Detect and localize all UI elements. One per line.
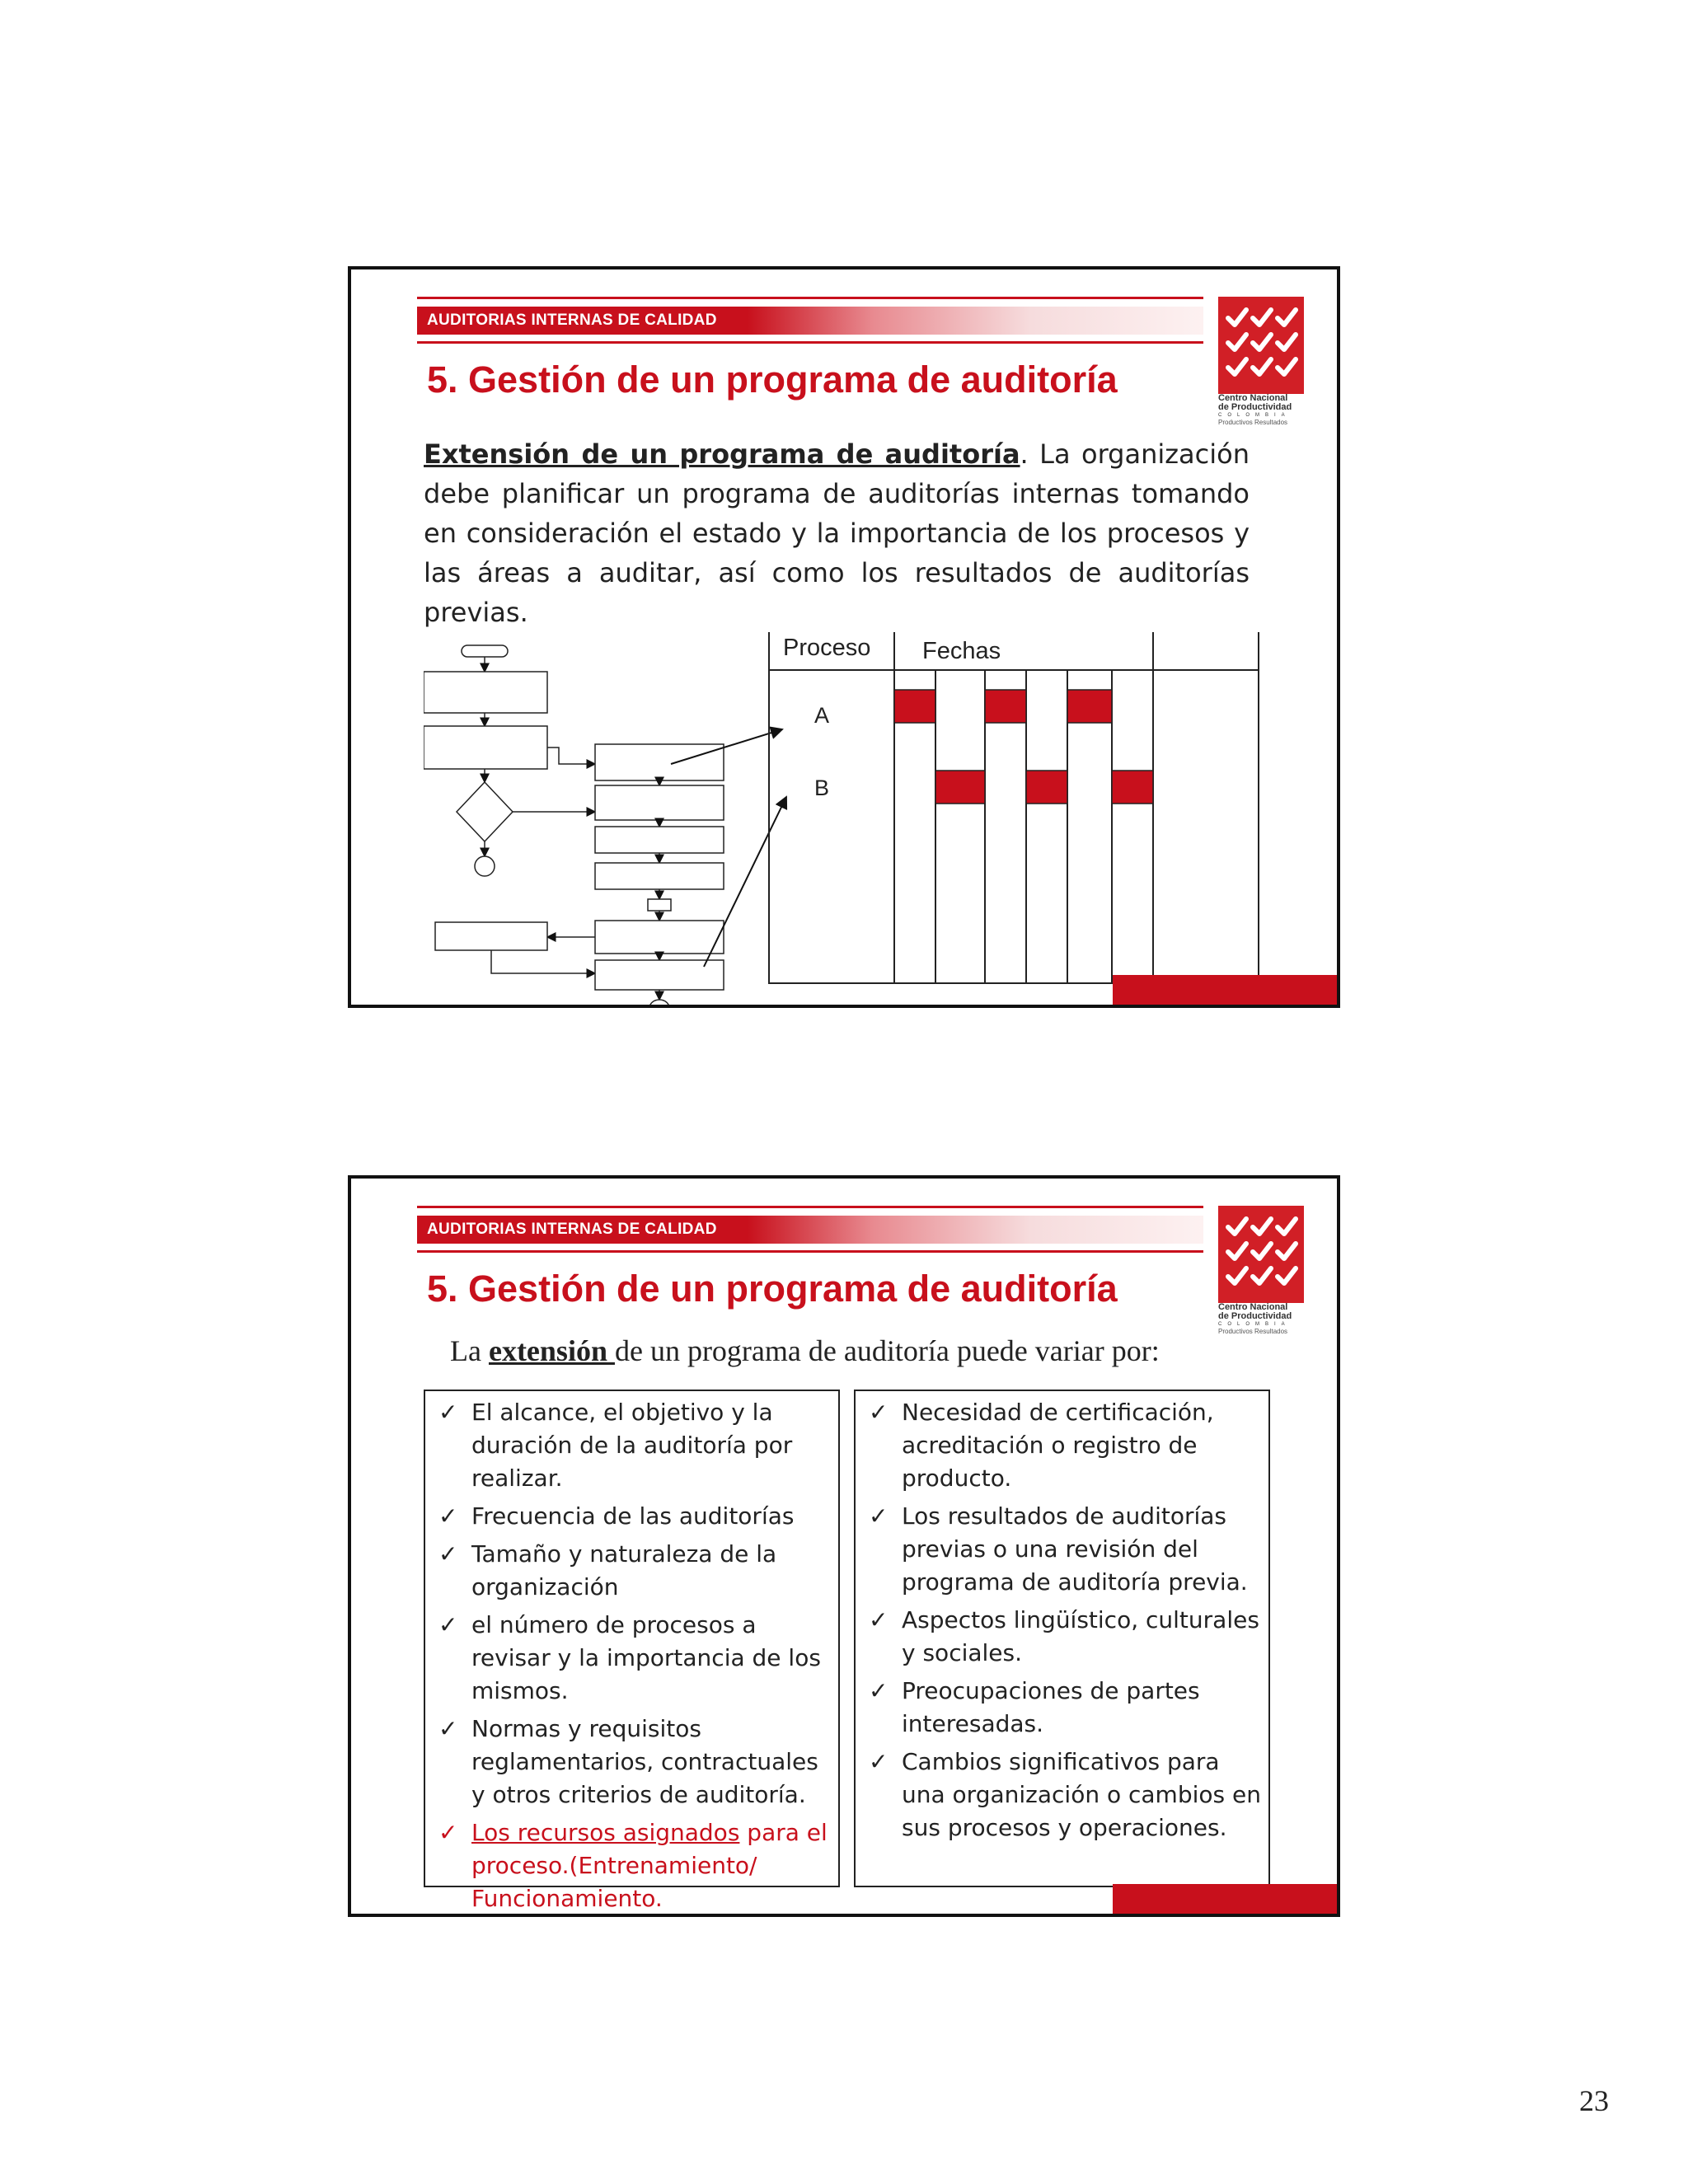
col-process-label: Proceso [783,635,871,661]
bar-a [894,690,935,723]
col-dates-label: Fechas [922,638,1001,664]
right-criteria-box [854,1390,1270,1887]
logo-name-line1: Centro Nacional [1218,1302,1288,1312]
header-rule-top [417,297,1203,299]
schedule-table [769,632,1259,983]
list-item: ✓ Los resultados de auditorías previas o una revisión del programa de auditoría previa. [862,1500,1264,1599]
list-item: ✓ Normas y requisitos reglamentarios, contractuales y otros criterios de auditoría. [432,1713,833,1811]
check-icon: ✓ [869,1748,889,1775]
bar-a [1067,690,1112,723]
lead-sentence [450,1333,1160,1368]
list-item: ✓ el número de procesos a revisar y la importancia de los mismos. [432,1609,833,1708]
header-rule-bottom [417,1250,1203,1253]
flow-decision [457,782,513,841]
flow-step [435,922,547,950]
intro-text: . La organización debe planificar un programa de auditorías internas tomando en consideración el estado y la importancia de los procesos y las áreas a auditar, así como los resultados de auditorías previas. [424,438,1250,628]
check-icon: ✓ [438,1540,458,1568]
slide-1 [348,266,1340,1008]
bar-b [1112,771,1153,804]
list-item: ✓ El alcance, el objetivo y la duración de la auditoría por realizar. [432,1396,833,1495]
logo-name [1218,394,1309,426]
check-icon: ✓ [869,1606,889,1633]
flow-step [424,726,547,769]
flowchart-and-schedule [424,632,1264,1008]
flow-step [595,863,724,889]
check-icon: ✓ [438,1715,458,1742]
flow-connector [648,899,671,911]
logo-name-line2: de Productividad [1218,402,1292,412]
logo [1218,1206,1304,1335]
header-rule-bottom [417,341,1203,344]
flow-step [595,827,724,853]
check-icon: ✓ [869,1502,889,1530]
logo-tagline: Productivos Resultados [1218,1328,1288,1335]
check-icon: ✓ [438,1502,458,1530]
list-item: ✓ Frecuencia de las auditorías [432,1500,833,1533]
logo-country: COLOMBIA [1218,1322,1291,1327]
header-text: AUDITORIAS INTERNAS DE CALIDAD [427,312,717,329]
logo [1218,297,1304,426]
row-label-b: B [814,776,830,800]
intro-term: Extensión de un programa de auditoría [424,438,1020,470]
lead-post: de un programa de auditoría puede variar por: [614,1334,1160,1367]
check-icon: ✓ [438,1819,458,1846]
intro-paragraph [424,434,1250,632]
flow-end [649,1000,669,1008]
flow-step [424,672,547,713]
logo-name [1218,1303,1309,1335]
check-icon: ✓ [869,1677,889,1704]
right-criteria-list [862,1396,1264,1844]
slide-title: 5. Gestión de un programa de auditoría [427,1268,1118,1310]
check-icon: ✓ [438,1399,458,1426]
logo-checkmarks-icon [1218,1206,1304,1303]
left-criteria-box [424,1390,840,1912]
logo-tagline: Productivos Resultados [1218,419,1288,426]
page-number: 23 [1579,2084,1609,2117]
header-text: AUDITORIAS INTERNAS DE CALIDAD [427,1221,717,1238]
check-icon: ✓ [869,1399,889,1426]
flow-start [462,645,508,657]
flow-end [475,856,495,876]
list-item-highlighted: ✓ Los recursos asignados para el proceso.(Entrenamiento/ Funcionamiento. [432,1816,833,1915]
header-rule-top [417,1206,1203,1208]
check-icon: ✓ [438,1611,458,1638]
left-criteria-list [432,1396,833,1915]
flow-step [595,921,724,954]
slide-title: 5. Gestión de un programa de auditoría [427,359,1118,401]
schedule-bars [894,690,1153,804]
header-band [417,1216,1203,1244]
list-item: ✓ Necesidad de certificación, acreditación o registro de producto. [862,1396,1264,1495]
logo-name-line1: Centro Nacional [1218,393,1288,403]
list-item: ✓ Tamaño y naturaleza de la organización [432,1538,833,1604]
flowchart [424,645,724,1008]
lead-pre: La [450,1334,489,1367]
logo-name-line2: de Productividad [1218,1311,1292,1321]
header-band [417,307,1203,335]
resources-link[interactable]: Los recursos asignados [471,1819,740,1846]
slide-2 [348,1175,1340,1917]
list-item: ✓ Preocupaciones de partes interesadas. [862,1675,1264,1741]
list-item: ✓ Cambios significativos para una organización o cambios en sus procesos y operaciones. [862,1746,1264,1844]
row-label-a: A [814,703,830,728]
flow-step [595,785,724,820]
list-item: ✓ Aspectos lingüístico, culturales y sociales. [862,1604,1264,1670]
bar-a [985,690,1026,723]
corner-accent [1113,975,1337,1005]
lead-term: extensión [488,1334,615,1367]
logo-checkmarks-icon [1218,297,1304,394]
logo-country: COLOMBIA [1218,413,1291,418]
corner-accent [1113,1884,1337,1914]
flow-step [595,744,724,780]
bar-b [935,771,985,804]
bar-b [1026,771,1067,804]
